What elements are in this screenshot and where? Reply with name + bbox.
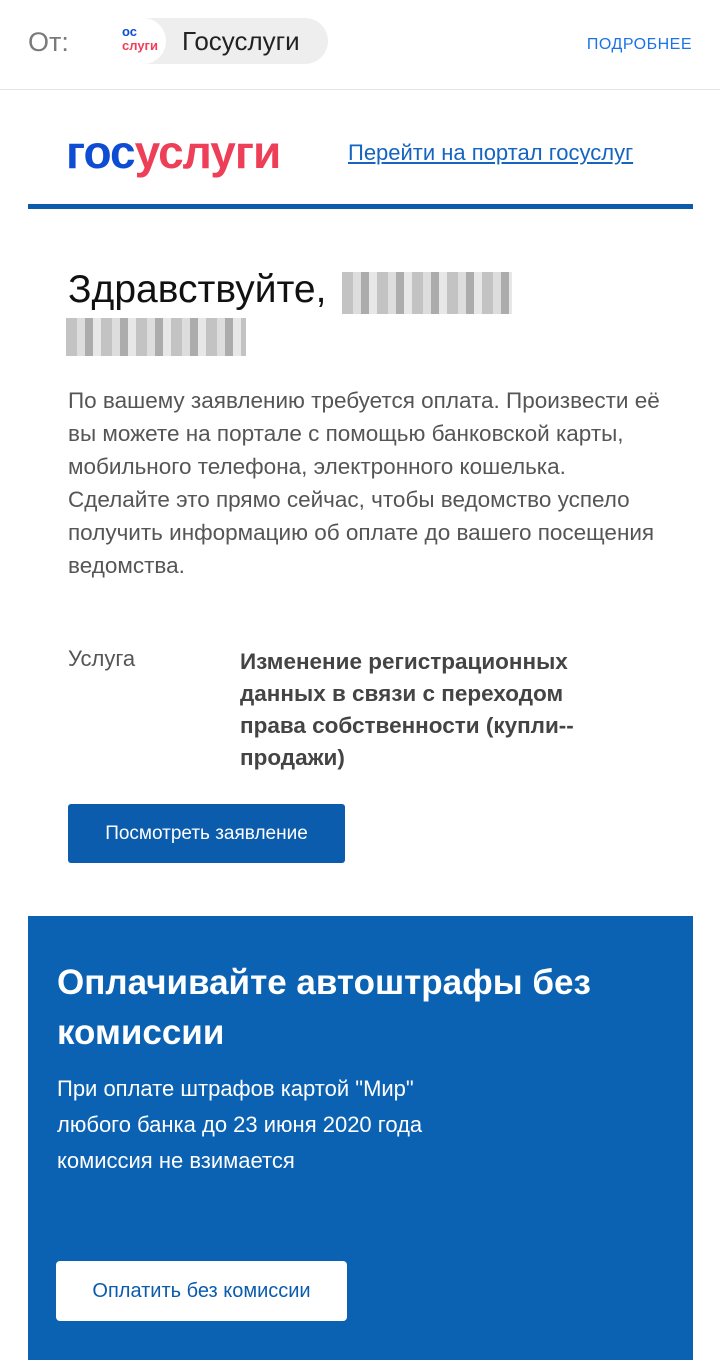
service-value: Изменение регистрационных данных в связи с переходом права собственности (купли--продажи) — [240, 649, 574, 770]
avatar-text-bottom: слуги — [122, 38, 158, 53]
service-label: Услуга — [68, 646, 136, 671]
portal-link[interactable]: Перейти на портал госуслуг — [348, 140, 634, 165]
sender-name: Госуслуги — [182, 26, 300, 56]
pay-without-commission-button[interactable]: Оплатить без комиссии — [56, 1261, 347, 1321]
greeting: Здравствуйте, — [68, 268, 327, 311]
details-link[interactable]: ПОДРОБНЕЕ — [586, 36, 692, 53]
from-label: От: — [28, 27, 69, 57]
redacted-name-line2 — [66, 318, 246, 356]
sender-chip[interactable] — [118, 18, 328, 64]
gosuslugi-logo[interactable] — [66, 124, 280, 180]
view-application-button[interactable]: Посмотреть заявление — [68, 804, 345, 863]
logo-part-gos: гос — [66, 126, 135, 178]
message-body: По вашему заявлению требуется оплата. Произвести её вы можете на портале с помощью банковской карты, мобильного телефона, электронного кошелька. Сделайте это прямо сейчас, чтобы ведомство успело получить информацию об оплате до вашего посещения ведомства. — [68, 388, 660, 578]
promo-banner — [28, 916, 693, 1360]
email-header — [0, 0, 720, 90]
logo-part-uslugi: услуги — [134, 126, 281, 178]
avatar-text-top: ос — [122, 24, 137, 39]
promo-text: При оплате штрафов картой "Мир" любого банка до 23 июня 2020 года комиссия не взимается — [57, 1076, 423, 1173]
header-divider — [28, 204, 693, 209]
redacted-name — [342, 272, 512, 314]
sender-avatar — [118, 18, 166, 64]
promo-title: Оплачивайте автоштрафы без комиссии — [57, 963, 591, 1052]
